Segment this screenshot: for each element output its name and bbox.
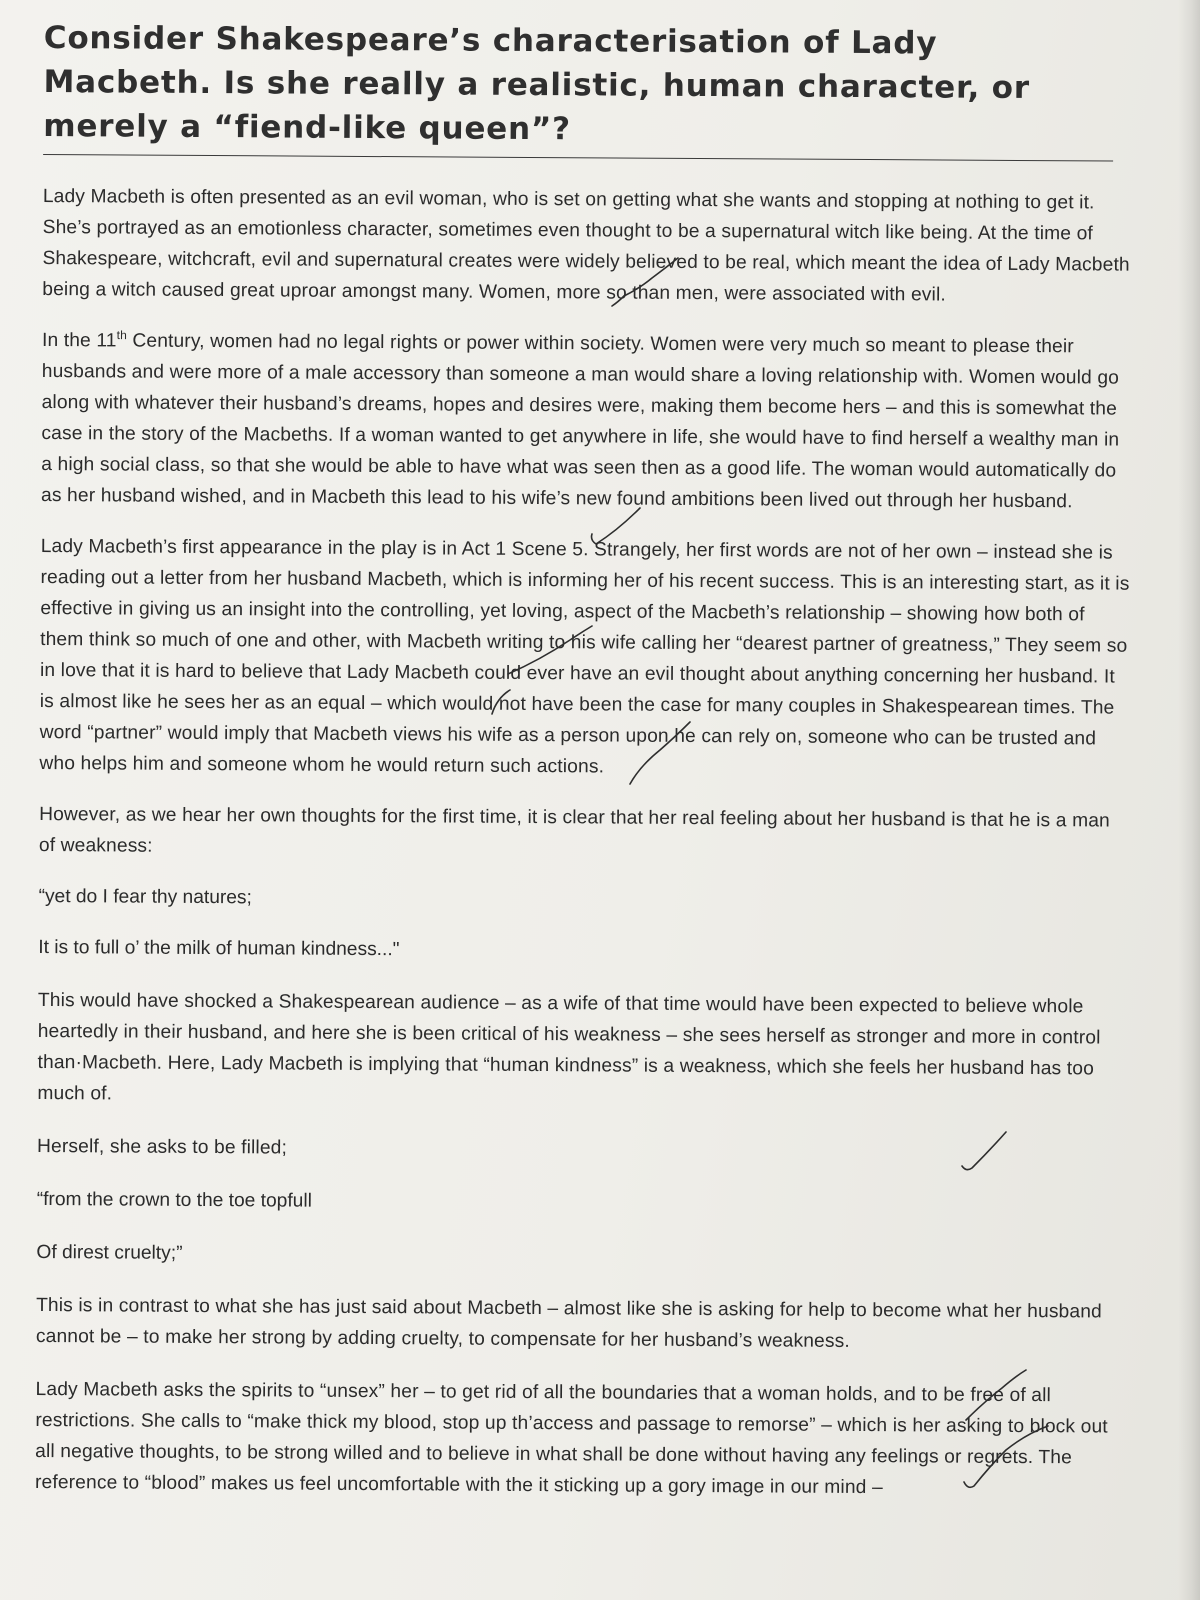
quote-direst-cruelty: Of direst cruelty;” [36,1241,183,1264]
context-rest: Century, women had no legal rights or power within society. Women were very much so meant to please their husbands and were more of a male accessory than someone a man would share a loving relationship with. Women would go along with whatever their husband’s dreams, hopes and desires were, making them become hers – and this is somewhat the case in the story of the Macbeths. If a woman wanted to get anywhere in life, she would have to find herself a wealthy man in a high social class, so that she would be able to have what was seen then as a good life. The woman would automatically do as her husband wished, and in Macbeth this lead to his wife’s new found ambitions been lived out through her husband. [40,330,1120,513]
paragraph-first-appearance: Lady Macbeth’s first appearance in the play is in Act 1 Scene 5. Strangely, her first words are not of her own – instead she is reading out a letter from her husband Macbeth, which is informing her of his recent success. This is an interesting start, as it is effective in giving us an insight into the controlling, yet loving, aspect of the Macbeth’s relationship – showing how both of them think so much of one and other, with Macbeth writing to his wife calling her “dearest partner of greatness,” They seem so in love that it is hard to believe that Lady Macbeth could ever have an evil thought about anything concerning her husband. It is almost like he sees her as an equal – which would not have been the case for many couples in Shakespearean times. The word “partner” would imply that Macbeth views his wife as a person upon he can rely on, someone who can be trusted and who helps him and someone whom he would return such actions. [39,535,1130,778]
paragraph-historical-context [41,325,1132,518]
paragraph-asks-to-be-filled: Herself, she asks to be filled; [37,1135,288,1159]
page-edge-shadow [1178,0,1200,1600]
ordinal-superscript: th [116,328,127,343]
quote-natures: “yet do I fear thy natures; [38,885,252,909]
context-lead: In the 11 [41,329,117,352]
paragraph-contrast: This is in contrast to what she has just said about Macbeth – almost like she is asking for help to become what her husband cannot be – to make her strong by adding cruelty, to compensate for her husband’s weakness. [35,1294,1102,1352]
paragraph-unsex: Lady Macbeth asks the spirits to “unsex” her – to get rid of all the boundaries that a woman holds, and to be free of all restrictions. She calls to “make thick my blood, stop up th’access and passage to remorse” – which is her asking to block out all negative thoughts, to be strong willed and to believe in what shall be done without having any feelings or regrets. The reference to “blood” makes us feel uncomfortable with the it sticking up a gory image in our mind – [34,1378,1108,1499]
paragraph-intro: Lady Macbeth is often presented as an evil woman, who is set on getting what she wants and stopping at nothing to get it. She’s portrayed as an emotionless character, sometimes even thought to be a supernatural witch like being. At the time of Shakespeare, witchcraft, evil and supernatural creates were widely believed to be real, which meant the idea of Lady Macbeth being a witch caused great uproar amongst many. Women, more so than men, were associated with evil. [42,185,1130,306]
paragraph-shocked-audience: This would have shocked a Shakespearean audience – as a wife of that time would have been expected to believe whole heartedly in their husband, and here she is been critical of his weakness – she sees herself as stronger and more in control than·Macbeth. Here, Lady Macbeth is implying that “human kindness” is a weakness, which she feels her husband has too much of. [37,989,1101,1105]
quote-milk-of-kindness: It is to full o’ the milk of human kindness..." [38,936,400,961]
essay-title: Consider Shakespeare’s characterisation of Lady Macbeth. Is she really a realistic, human character, or merely a “fiend-like queen”? [43,12,1114,162]
essay-page [35,12,1134,1505]
paragraph-however: However, as we hear her own thoughts for the first time, it is clear that her real feeling about her husband is that he is a man of weakness: [38,803,1110,857]
quote-crown-to-toe: “from the crown to the toe topfull [36,1188,312,1212]
